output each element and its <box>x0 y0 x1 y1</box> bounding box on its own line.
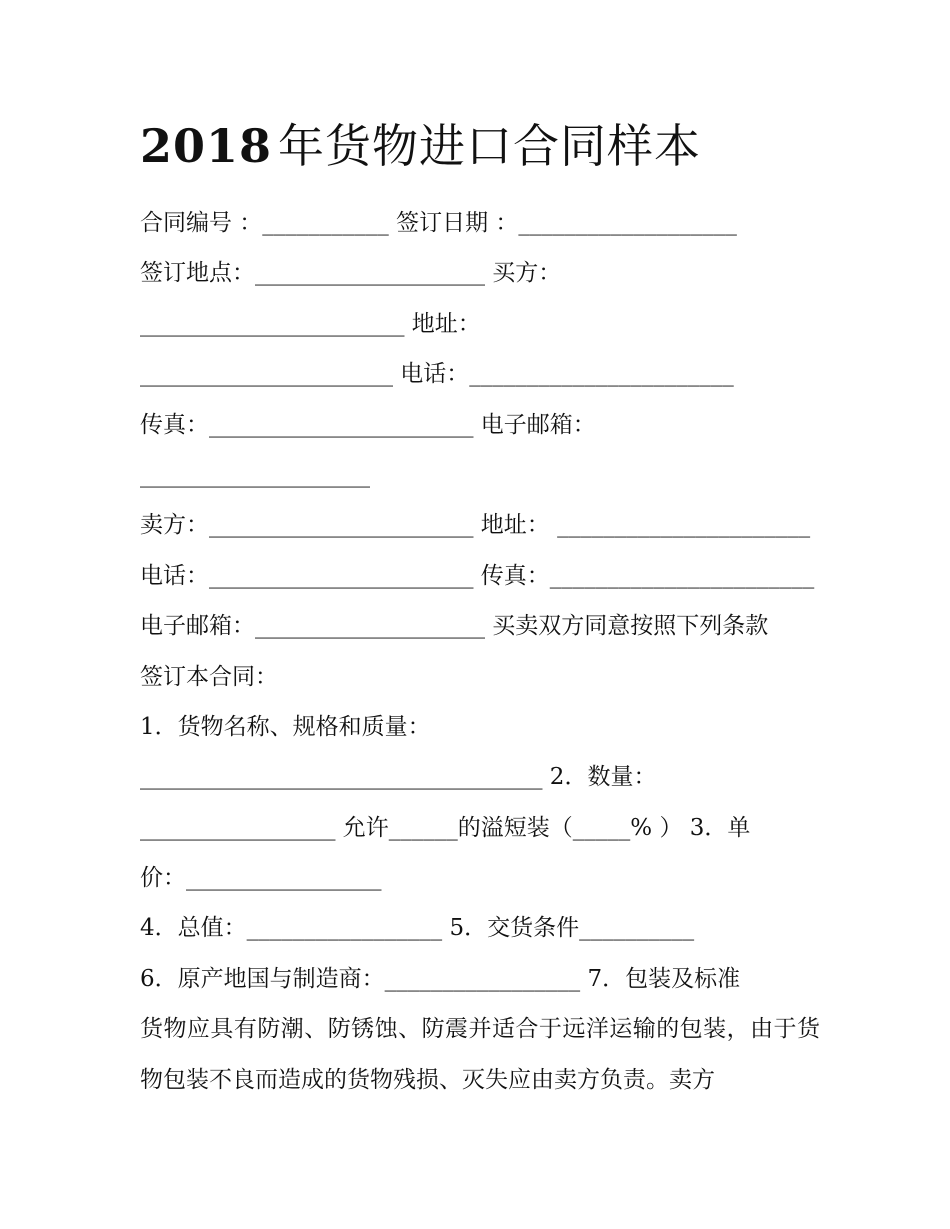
clause-6-7-line: 6．原产地国与制造商：_________________ 7．包装及标准 <box>140 965 741 992</box>
signing-place-line: 签订地点：____________________ 买方： <box>140 260 562 287</box>
clause-1-line: 1．货物名称、规格和质量： <box>140 713 431 740</box>
title-year: 2018 <box>140 119 273 173</box>
buyer-email-line: ____________________ <box>140 461 370 488</box>
title-text: 年货物进口合同样本 <box>278 119 702 173</box>
clause-2-line: ___________________________________ 2．数量： <box>140 764 657 791</box>
document-title <box>140 116 701 176</box>
buyer-phone-line: ______________________ 电话：_______________________ <box>140 361 734 388</box>
contract-number-line: 合同编号 ：___________ 签订日期 ：___________________ <box>140 210 737 236</box>
seller-email-line: 电子邮箱：____________________ 买卖双方同意按照下列条款 <box>140 613 769 640</box>
buyer-address-line: _______________________ 地址： <box>140 310 481 337</box>
quantity-tolerance-line: _________________ 允许______的溢短装（_____% ） 3．单 <box>140 814 751 841</box>
contract-body <box>140 198 820 1105</box>
clause-4-5-line: 4．总值：_________________ 5．交货条件__________ <box>140 915 695 942</box>
packing-paragraph: 货物应具有防潮、防锈蚀、防震并适合于远洋运输的包装，由于货物包装不良而造成的货物残损、灭失应由卖方负责。卖方 <box>140 1016 820 1093</box>
buyer-fax-line: 传真：_______________________ 电子邮箱： <box>140 411 596 438</box>
seller-phone-fax-line: 电话：_______________________ 传真：_______________________ <box>140 562 815 589</box>
agreement-line: 签订本合同： <box>140 663 278 690</box>
unit-price-line: 价：_________________ <box>140 865 382 892</box>
seller-address-line: 卖方：_______________________ 地址： ______________________ <box>140 512 811 539</box>
